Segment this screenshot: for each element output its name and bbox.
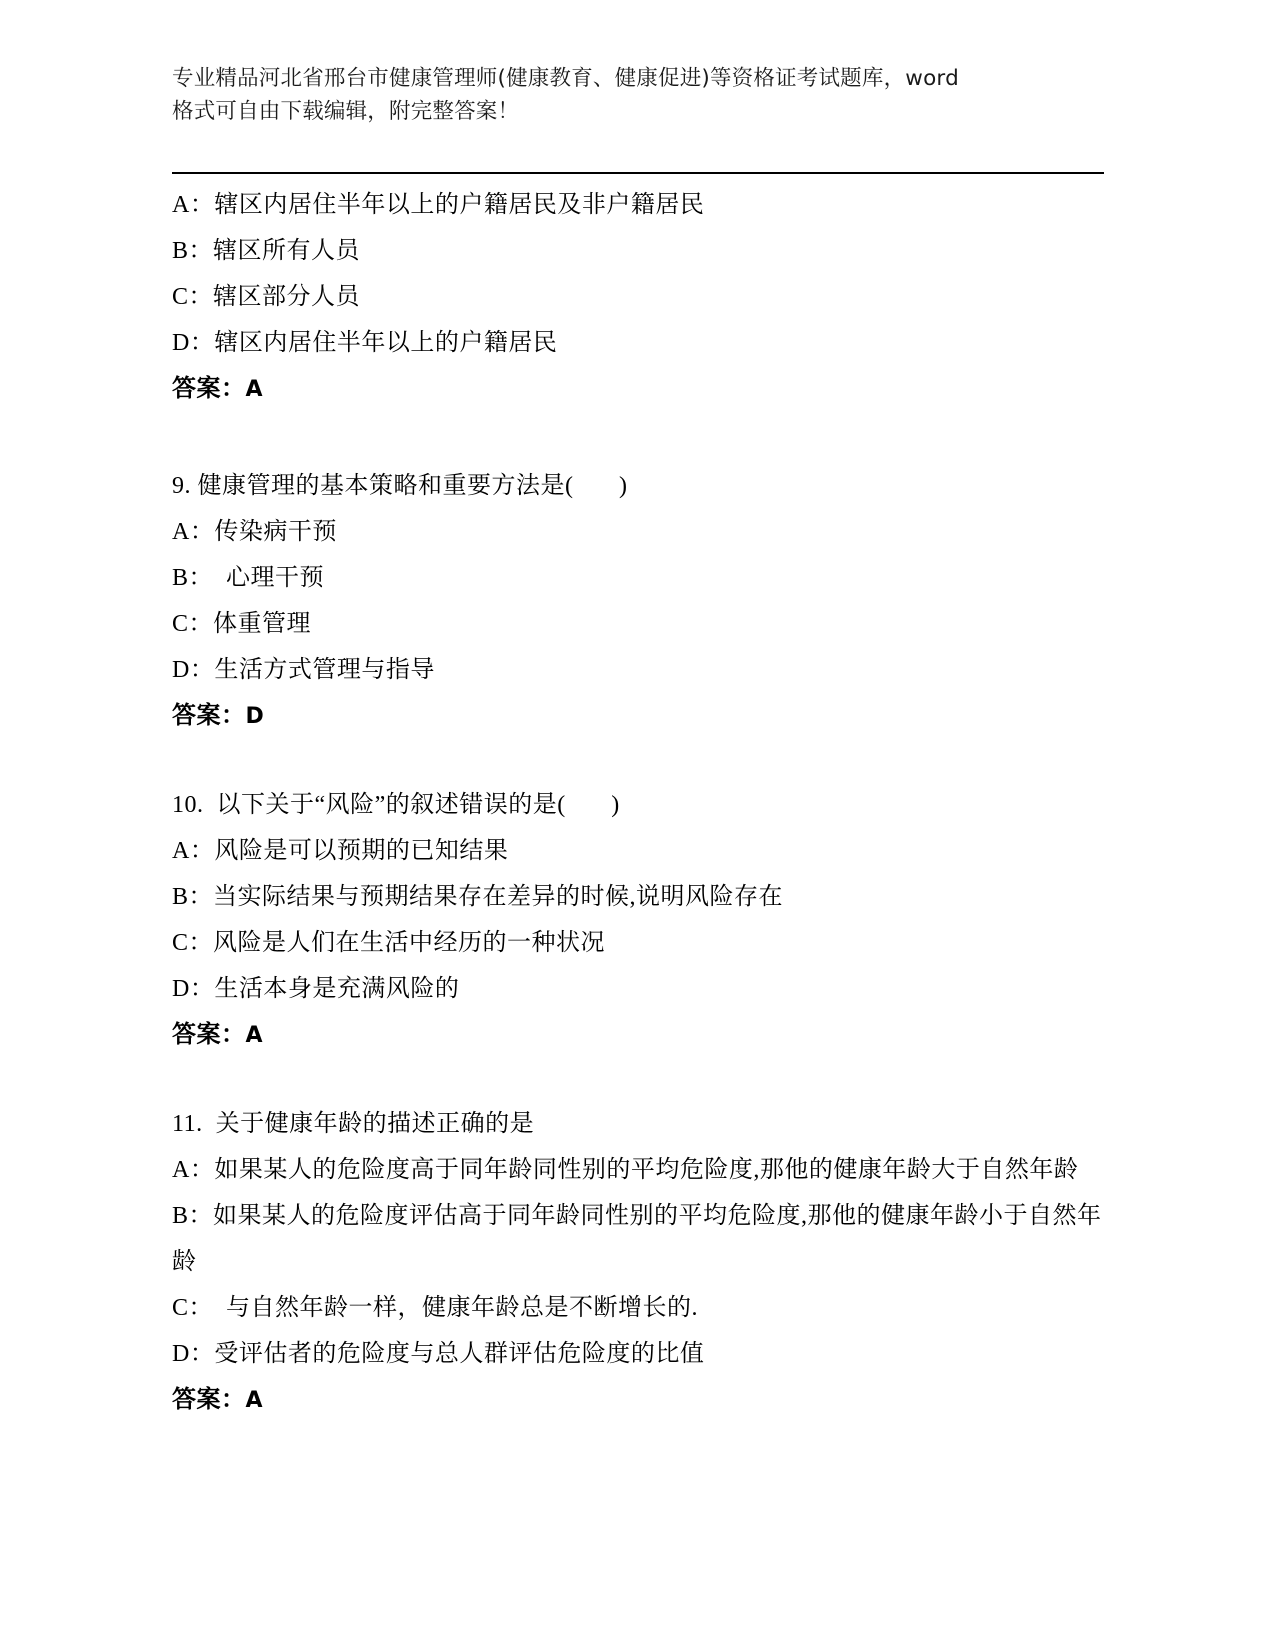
answer-label: 答案：	[172, 1387, 246, 1413]
option-d: D：生活方式管理与指导	[172, 657, 435, 683]
option-c: C：体重管理	[172, 611, 312, 637]
option-a: A：如果某人的危险度高于同年龄同性别的平均危险度,那他的健康年龄大于自然年龄	[172, 1157, 1079, 1183]
option-c: C：风险是人们在生活中经历的一种状况	[172, 930, 606, 956]
question-block	[172, 463, 1112, 740]
header-line-1: 专业精品河北省邢台市健康管理师(健康教育、健康促进)等资格证考试题库，word	[172, 66, 959, 91]
option-b: B：如果某人的危险度评估高于同年龄同性别的平均危险度,那他的健康年龄小于自然年龄	[172, 1203, 1102, 1275]
answer-line	[172, 693, 1112, 740]
document-header	[172, 62, 1102, 128]
answer-value: A	[245, 1023, 264, 1048]
option-a: A：风险是可以预期的已知结果	[172, 838, 509, 864]
answer-value: A	[245, 377, 264, 402]
option-d: D：辖区内居住半年以上的户籍居民	[172, 330, 558, 356]
option-d: D：生活本身是充满风险的	[172, 976, 460, 1002]
option-b: B： 心理干预	[172, 565, 325, 591]
document-body	[172, 182, 1112, 1466]
answer-line	[172, 366, 1112, 413]
option-c: C： 与自然年龄一样，健康年龄总是不断增长的.	[172, 1295, 699, 1321]
question-block	[172, 182, 1112, 413]
question-block	[172, 782, 1112, 1059]
answer-value: A	[245, 1388, 264, 1413]
answer-label: 答案：	[172, 376, 246, 402]
header-line-2: 格式可自由下载编辑，附完整答案！	[172, 99, 520, 124]
answer-value: D	[245, 704, 265, 729]
answer-line	[172, 1012, 1112, 1059]
question-stem: 9. 健康管理的基本策略和重要方法是( )	[172, 473, 628, 499]
option-b: B：辖区所有人员	[172, 238, 361, 264]
question-block	[172, 1101, 1112, 1424]
answer-line	[172, 1377, 1112, 1424]
answer-label: 答案：	[172, 703, 246, 729]
option-c: C：辖区部分人员	[172, 284, 361, 310]
option-d: D：受评估者的危险度与总人群评估危险度的比值	[172, 1341, 705, 1367]
question-stem: 10. 以下关于“风险”的叙述错误的是( )	[172, 792, 620, 818]
option-a: A：传染病干预	[172, 519, 337, 545]
option-b: B：当实际结果与预期结果存在差异的时候,说明风险存在	[172, 884, 784, 910]
option-a: A：辖区内居住半年以上的户籍居民及非户籍居民	[172, 192, 705, 218]
answer-label: 答案：	[172, 1022, 246, 1048]
header-divider	[172, 172, 1104, 174]
question-stem: 11. 关于健康年龄的描述正确的是	[172, 1111, 535, 1137]
